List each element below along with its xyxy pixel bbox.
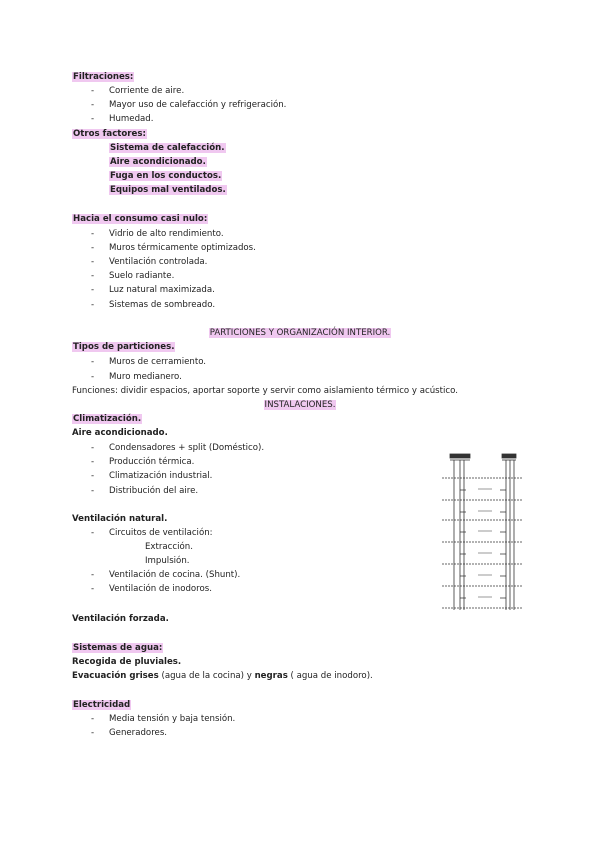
- bullet-dash: -: [91, 243, 95, 253]
- sub-item-impulsion: Impulsión.: [145, 556, 190, 566]
- list-item: Aire acondicionado.: [110, 157, 206, 167]
- heading-climatizacion: Climatización.: [73, 414, 142, 424]
- section-title-particiones: PARTICIONES Y ORGANIZACIÓN INTERIOR.: [209, 328, 391, 338]
- heading-sistemas-agua: Sistemas de agua:: [73, 643, 163, 653]
- bullet-dash: -: [91, 457, 95, 467]
- evacuacion-line: [72, 671, 373, 682]
- list-item: Muros de cerramiento.: [109, 357, 207, 367]
- heading-otros-factores: Otros factores:: [73, 129, 146, 139]
- heading-ventilacion-natural: Ventilación natural.: [72, 514, 168, 524]
- bullet-dash: -: [91, 528, 95, 538]
- shunt-ventilation-diagram: [440, 452, 524, 614]
- bullet-dash: -: [91, 229, 95, 239]
- bullet-dash: -: [91, 357, 95, 367]
- funciones-text: Funciones: dividir espacios, aportar soporte y servir como aislamiento térmico y acústico.: [72, 386, 458, 396]
- recogida-pluviales: Recogida de pluviales.: [72, 657, 182, 667]
- bullet-dash: -: [91, 86, 95, 96]
- list-item: Suelo radiante.: [109, 271, 175, 281]
- list-item: Muro medianero.: [109, 372, 182, 382]
- bullet-dash: -: [91, 570, 95, 580]
- list-item: Ventilación de cocina. (Shunt).: [109, 570, 241, 580]
- bullet-dash: -: [91, 728, 95, 738]
- list-item: Media tensión y baja tensión.: [109, 714, 236, 724]
- list-item: Distribución del aire.: [109, 486, 199, 496]
- list-item: Ventilación controlada.: [109, 257, 208, 267]
- section-title-instalaciones: INSTALACIONES.: [264, 400, 336, 410]
- bullet-dash: -: [91, 471, 95, 481]
- bullet-dash: -: [91, 100, 95, 110]
- bullet-dash: -: [91, 300, 95, 310]
- bullet-dash: -: [91, 285, 95, 295]
- list-item: Luz natural maximizada.: [109, 285, 215, 295]
- evacuacion-mid-text: (agua de la cocina) y: [158, 671, 255, 681]
- list-item: Corriente de aire.: [109, 86, 185, 96]
- list-item: Condensadores + split (Doméstico).: [109, 443, 265, 453]
- heading-electricidad: Electricidad: [73, 700, 131, 710]
- list-item: Muros térmicamente optimizados.: [109, 243, 256, 253]
- list-item: Climatización industrial.: [109, 471, 213, 481]
- heading-aire-acondicionado: Aire acondicionado.: [72, 428, 168, 438]
- bullet-dash: -: [91, 443, 95, 453]
- heading-consumo: Hacia el consumo casi nulo:: [73, 214, 208, 224]
- bullet-dash: -: [91, 714, 95, 724]
- negras-label: negras: [254, 671, 288, 681]
- list-item: Producción térmica.: [109, 457, 195, 467]
- heading-ventilacion-forzada: Ventilación forzada.: [72, 614, 169, 624]
- bullet-dash: -: [91, 271, 95, 281]
- list-item: Sistema de calefacción.: [110, 143, 225, 153]
- bullet-dash: -: [91, 114, 95, 124]
- heading-tipos-particiones: Tipos de particiones.: [73, 342, 175, 352]
- list-item: Sistemas de sombreado.: [109, 300, 216, 310]
- list-item: Circuitos de ventilación:: [109, 528, 213, 538]
- bullet-dash: -: [91, 372, 95, 382]
- evacuacion-grises-label: Evacuación grises: [72, 671, 159, 681]
- list-item: Fuga en los conductos.: [110, 171, 222, 181]
- list-item: Generadores.: [109, 728, 168, 738]
- heading-filtraciones: Filtraciones:: [73, 72, 134, 82]
- bullet-dash: -: [91, 257, 95, 267]
- list-item: Equipos mal ventilados.: [110, 185, 226, 195]
- bullet-dash: -: [91, 486, 95, 496]
- list-item: Mayor uso de calefacción y refrigeración.: [109, 100, 287, 110]
- list-item: Vidrio de alto rendimiento.: [109, 229, 224, 239]
- sub-item-extraccion: Extracción.: [145, 542, 193, 552]
- evacuacion-end-text: ( agua de inodoro).: [287, 671, 373, 681]
- bullet-dash: -: [91, 584, 95, 594]
- list-item: Ventilación de inodoros.: [109, 584, 212, 594]
- list-item: Humedad.: [109, 114, 154, 124]
